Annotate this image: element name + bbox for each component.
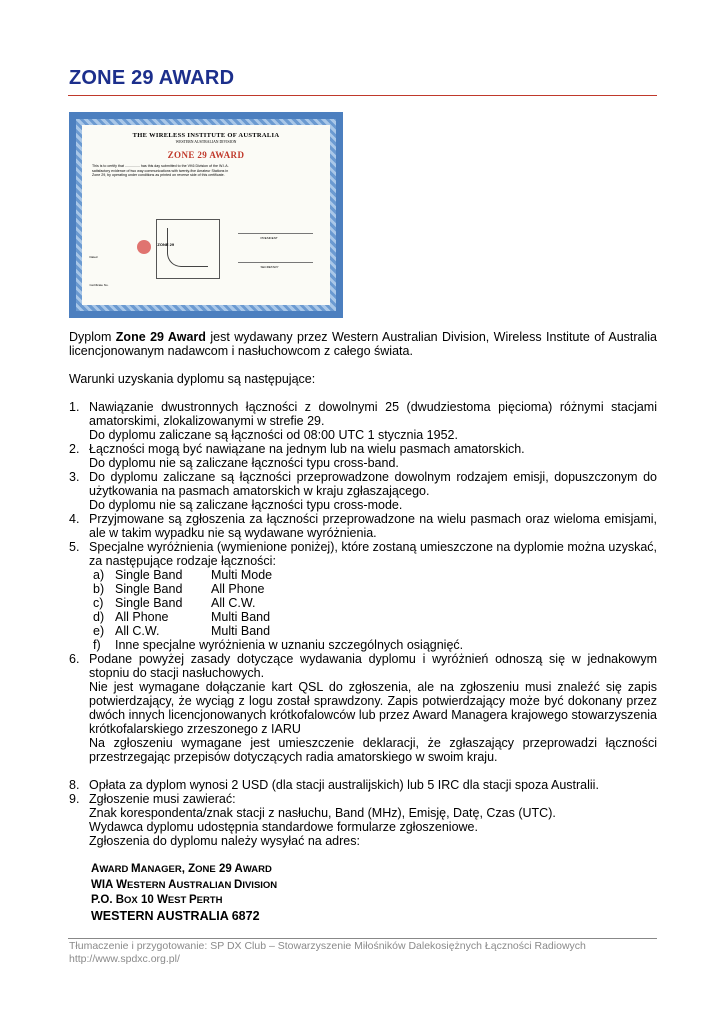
sub-col2: All Phone — [211, 582, 265, 596]
list-text: Do dyplomu nie są zaliczane łączności typu cross-band. — [89, 456, 399, 470]
certificate-seal — [137, 240, 151, 254]
sub-col2: Multi Band — [211, 624, 271, 638]
list-text: Nie jest wymagane dołączanie kart QSL do zgłoszenia, ale na zgłoszeniu musi znaleźć się zapis potwierdzający, że wyciąg z logu został sprawdzony. Zapis potwierdzający może być dokonany przez dwóch innych licencjonowanych krótkofalowców lub przez Award Managera krajowego stowarzyszenia krótkofalarskiego zrzeszonego z IARU — [89, 680, 657, 736]
footer — [69, 940, 669, 966]
list-number: 3. — [69, 470, 80, 484]
intro-suffix: jest wydawany przez Western Australian Division, Wireless Institute of Australia licencjonowanym nadawcom i nasłuchowcom z całego świata. — [69, 330, 657, 358]
list-text: Na zgłoszeniu wymagane jest umieszczenie deklaracji, że zgłaszający przeprowadzi łączności przestrzegając przepisów dotyczących radia amatorskiego w swoim kraju. — [89, 736, 657, 764]
footer-url[interactable]: http://www.spdxc.org.pl/ — [69, 953, 180, 965]
list-item — [69, 540, 657, 568]
list-item — [69, 652, 657, 764]
list-number: 9. — [69, 792, 80, 806]
page-title: ZONE 29 AWARD — [69, 67, 235, 89]
list-item — [69, 442, 657, 470]
sub-col2: Multi Mode — [211, 568, 273, 582]
sub-item — [69, 610, 657, 624]
intro-prefix: Dyplom — [69, 330, 116, 344]
list-number: 1. — [69, 400, 80, 414]
sub-letter: c) — [93, 596, 104, 610]
address-line: P.O. BOX 10 WEST PERTH — [91, 894, 223, 906]
secretary-label: SECRETARY — [260, 264, 279, 269]
sub-item — [69, 582, 657, 596]
map-coastline — [167, 228, 208, 267]
sub-col2: Multi Band — [211, 610, 271, 624]
list-number: 6. — [69, 652, 80, 666]
president-line — [238, 233, 312, 234]
list-text: Wydawca dyplomu udostępnia standardowe formularze zgłoszeniowe. — [89, 820, 478, 834]
address-line: AWARD MANAGER, ZONE 29 AWARD — [91, 863, 272, 875]
certificate-text: This is to certify that ............... has this day submitted to the VK6 Division of the W.I.A. satisfactory evidence of two way communications with twenty-five Amateur Stations in Zone 29, by operating under conditions as printed on reverse side of this certificate. — [92, 164, 229, 178]
list-number: 8. — [69, 778, 80, 792]
sub-letter: d) — [93, 610, 105, 624]
list-item — [69, 778, 657, 792]
sub-item — [69, 596, 657, 610]
list-text: Podane powyżej zasady dotyczące wydawania dyplomu i wyróżnień odnoszą się w jednakowym stopniu do stacji nasłuchowych. — [89, 652, 657, 680]
list-text: Łączności mogą być nawiązane na jednym lub na wielu pasmach amatorskich. — [89, 442, 525, 456]
map-zone-label: ZONE 29 — [157, 241, 175, 247]
certificate-no-label: Certificate No. — [89, 283, 109, 288]
sub-letter: e) — [93, 624, 105, 638]
list-text: Zgłoszenie musi zawierać: — [89, 792, 236, 806]
sub-col1: Single Band — [115, 582, 183, 596]
sub-letter: b) — [93, 582, 105, 596]
secretary-line — [238, 262, 312, 263]
list-text: Specjalne wyróżnienia (wymienione poniżej), które zostaną umieszczone na dyplomie można uzyskać, za następujące rodzaje łączności: — [89, 540, 657, 568]
list-text: Do dyplomu zaliczane są łączności od 08:00 UTC 1 stycznia 1952. — [89, 428, 458, 442]
certificate-org: THE WIRELESS INSTITUTE OF AUSTRALIA — [132, 132, 280, 139]
list-number: 5. — [69, 540, 80, 554]
dated-label: Dated — [89, 254, 98, 259]
certificate-division: WESTERN AUSTRALIAN DIVISION — [175, 140, 237, 144]
list-item — [69, 470, 657, 512]
certificate-body — [82, 125, 330, 305]
sub-letter: f) — [93, 638, 101, 652]
list-number: 2. — [69, 442, 80, 456]
list-text: Opłata za dyplom wynosi 2 USD (dla stacji australijskich) lub 5 IRC dla stacji spoza Australii. — [89, 778, 599, 792]
list-item — [69, 792, 657, 848]
address-line: WIA WESTERN AUSTRALIAN DIVISION — [91, 878, 278, 891]
sub-col1: All C.W. — [115, 624, 160, 638]
conditions-heading: Warunki uzyskania dyplomu są następujące: — [69, 372, 316, 386]
list-text: Zgłoszenia do dyplomu należy wysyłać na adres: — [89, 834, 360, 848]
president-label: PRESIDENT — [260, 235, 278, 240]
footer-divider — [68, 938, 657, 939]
list-item — [69, 512, 657, 540]
list-text: Nawiązanie dwustronnych łączności z dowolnymi 25 (dwudziestoma pięcioma) różnymi stacjami amatorskimi, zlokalizowanymi w strefie 29. — [89, 400, 657, 428]
list-number: 4. — [69, 512, 80, 526]
document-body — [69, 330, 657, 923]
certificate-map — [156, 219, 220, 279]
sub-col1: Single Band — [115, 596, 183, 610]
sub-item — [69, 638, 657, 652]
title-divider — [68, 95, 657, 96]
list-text: Znak korespondenta/znak stacji z nasłuchu, Band (MHz), Emisję, Datę, Czas (UTC). — [89, 806, 556, 820]
list-text: Do dyplomu nie są zaliczane łączności typu cross-mode. — [89, 498, 403, 512]
footer-credit: Tłumaczenie i przygotowanie: SP DX Club – Stowarzyszenie Miłośników Dalekosiężnych Łączności Radiowych — [69, 940, 586, 952]
mailing-address — [91, 862, 657, 923]
certificate-image — [69, 112, 343, 318]
list-item — [69, 400, 657, 442]
sub-item — [69, 568, 657, 582]
address-line: WESTERN AUSTRALIA 6872 — [91, 908, 260, 923]
intro-paragraph — [69, 330, 657, 358]
sub-col2: All C.W. — [211, 596, 256, 610]
sub-item — [69, 624, 657, 638]
sub-letter: a) — [93, 568, 105, 582]
intro-award-name: Zone 29 Award — [115, 330, 206, 344]
certificate-border — [76, 119, 336, 311]
list-text: Do dyplomu zaliczane są łączności przeprowadzone dowolnym rodzajem emisji, dopuszczonym do użytkowania na pasmach amatorskich w kraju zgłaszającego. — [89, 470, 657, 498]
list-text: Przyjmowane są zgłoszenia za łączności przeprowadzone na wielu pasmach oraz wieloma emisjami, ale w takim wypadku nie są wydawane wyróżnienia. — [89, 512, 657, 540]
sub-col1: All Phone — [115, 610, 169, 624]
sub-col1: Single Band — [115, 568, 183, 582]
certificate-award-name: ZONE 29 AWARD — [167, 150, 245, 160]
sub-col1: Inne specjalne wyróżnienia w uznaniu szczególnych osiągnięć. — [115, 638, 464, 652]
